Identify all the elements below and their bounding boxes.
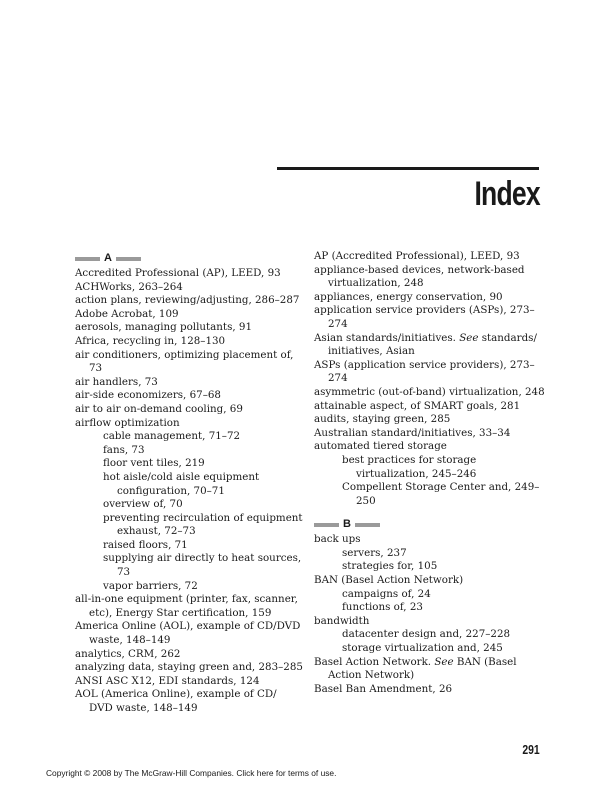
index-subentry: best practices for storage virtualization, 245–246	[342, 453, 477, 480]
index-entry: aerosols, managing pollutants, 91	[75, 321, 253, 334]
index-entry: back ups	[314, 533, 361, 546]
index-entry: Accredited Professional (AP), LEED, 93	[75, 267, 281, 279]
index-column-right	[314, 250, 546, 696]
section-header-b	[314, 518, 546, 532]
index-entry: audits, staying green, 285	[314, 413, 451, 426]
copyright-notice[interactable]: Copyright © 2008 by The McGraw-Hill Companies. Click here for terms of use.	[46, 768, 337, 778]
index-subentry: datacenter design and, 227–228	[342, 628, 511, 641]
index-entry: bandwidth	[314, 614, 370, 627]
index-subentry: overview of, 70	[103, 498, 183, 511]
index-entry: America Online (AOL), example of CD/DVD waste, 148–149	[75, 620, 301, 647]
index-entry: attainable aspect, of SMART goals, 281	[314, 399, 521, 412]
section-letter-a: A	[104, 252, 112, 265]
index-entry: airflow optimization	[75, 416, 180, 429]
index-entry: AP (Accredited Professional), LEED, 93	[314, 250, 520, 262]
index-subentry: fans, 73	[103, 443, 145, 456]
index-entry: ANSI ASC X12, EDI standards, 124	[75, 674, 260, 687]
title-rule	[277, 167, 539, 170]
index-subentry: raised floors, 71	[103, 538, 188, 551]
index-entry: BAN (Basel Action Network)	[314, 574, 464, 587]
section-bar-right	[116, 257, 141, 261]
index-subentry: vapor barriers, 72	[103, 579, 198, 592]
index-entry: ACHWorks, 263–264	[75, 280, 183, 293]
index-entry: air conditioners, optimizing placement of, 73	[75, 348, 294, 375]
index-entries-right-a	[314, 250, 546, 508]
index-entry: air-side economizers, 67–68	[75, 389, 221, 402]
index-entries-left	[75, 267, 303, 716]
index-subentry: supplying air directly to heat sources, 73	[103, 552, 302, 579]
index-subentry: preventing recirculation of equipment exhaust, 72–73	[103, 511, 303, 538]
section-bar-right	[355, 523, 380, 527]
index-subentry: servers, 237	[342, 546, 407, 559]
page-title: Index	[474, 175, 540, 213]
index-entry: appliances, energy conservation, 90	[314, 290, 503, 303]
index-subentry: Compellent Storage Center and, 249–250	[342, 481, 540, 507]
index-entry: analytics, CRM, 262	[75, 647, 181, 660]
index-subentry: cable management, 71–72	[103, 430, 241, 443]
index-subentry: storage virtualization and, 245	[342, 642, 503, 655]
section-bar-left	[314, 523, 339, 527]
index-entry: Adobe Acrobat, 109	[75, 307, 179, 320]
index-subentry: floor vent tiles, 219	[103, 457, 205, 470]
index-entry: Basel Action Network. See BAN (Basel Action Network)	[314, 655, 517, 682]
index-subentry: functions of, 23	[342, 601, 423, 614]
index-entry: Basel Ban Amendment, 26	[314, 682, 453, 695]
index-entries-right-b	[314, 533, 546, 696]
index-entry: air handlers, 73	[75, 375, 158, 388]
page-number: 291	[522, 742, 540, 757]
index-column-left	[75, 250, 303, 716]
index-entry: application service providers (ASPs), 273–274	[314, 304, 535, 330]
index-entry: Asian standards/initiatives. See standards/ initiatives, Asian	[314, 331, 537, 358]
index-entry: analyzing data, staying green and, 283–285	[75, 661, 303, 674]
index-entry: appliance-based devices, network-based virtualization, 248	[314, 263, 525, 290]
index-subentry: campaigns of, 24	[342, 587, 431, 600]
index-entry: automated tiered storage	[314, 440, 447, 453]
index-entry: ASPs (application service providers), 273–274	[314, 358, 535, 385]
index-entry: all-in-one equipment (printer, fax, scanner, etc), Energy Star certification, 159	[75, 593, 298, 619]
index-entry: air to air on-demand cooling, 69	[75, 402, 243, 415]
index-entry: action plans, reviewing/adjusting, 286–287	[75, 294, 300, 307]
index-subentry: hot aisle/cold aisle equipment configuration, 70–71	[103, 470, 260, 497]
index-entry: Australian standard/initiatives, 33–34	[314, 426, 511, 439]
index-subentry: strategies for, 105	[342, 560, 438, 573]
index-entry: asymmetric (out-of-band) virtualization, 248	[314, 385, 545, 398]
section-header-a	[75, 252, 303, 266]
index-entry: AOL (America Online), example of CD/ DVD waste, 148–149	[75, 688, 277, 714]
index-entry: Africa, recycling in, 128–130	[75, 334, 226, 347]
section-letter-b: B	[343, 518, 351, 531]
section-bar-left	[75, 257, 100, 261]
